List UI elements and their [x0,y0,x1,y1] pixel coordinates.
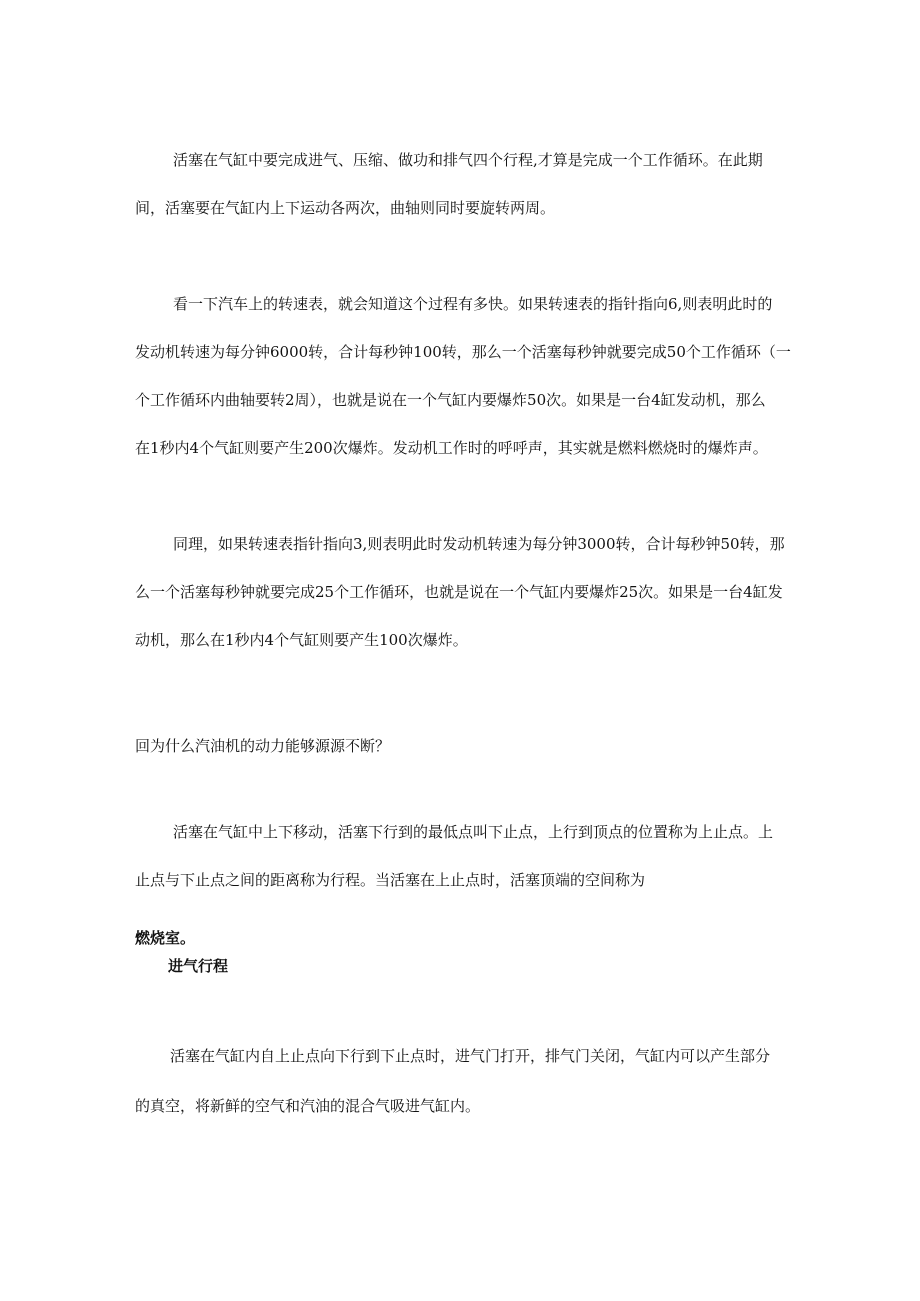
text-line: 个工作循环内曲轴要转2周），也就是说在一个气缸内要爆炸50次。如果是一台4缸发动机，那么 [135,391,766,409]
text-line: 活塞在气缸内自上止点向下行到下止点时，进气门打开，排气门关闭，气缸内可以产生部分 [170,1047,771,1065]
text-line: 间，活塞要在气缸内上下运动各两次，曲轴则同时要旋转两周。 [135,199,556,217]
text-line: 动机，那么在1秒内4个气缸则要产生100次爆炸。 [135,631,468,649]
text-line: 的真空，将新鲜的空气和汽油的混合气吸进气缸内。 [135,1097,481,1115]
text-line: 同理，如果转速表指针指向3,则表明此时发动机转速为每分钟3000转，合计每秒钟50转，那 [173,535,785,553]
text-line: 发动机转速为每分钟6000转，合计每秒钟100转，那么一个活塞每秒钟就要完成50个工作循环（一 [135,343,791,361]
text-line: 在1秒内4个气缸则要产生200次爆炸。发动机工作时的呼呼声，其实就是燃料燃烧时的爆炸声。 [135,439,768,457]
section-heading: 进气行程 [168,957,229,975]
text-line: 么一个活塞每秒钟就要完成25个工作循环，也就是说在一个气缸内要爆炸25次。如果是一台4缸发 [135,583,783,601]
text-line: 活塞在气缸中上下移动，活塞下行到的最低点叫下止点，上行到顶点的位置称为上止点。上 [173,823,774,841]
term-combustion-chamber: 燃烧室。 [135,929,196,947]
text-line: 活塞在气缸中要完成进气、压缩、做功和排气四个行程,才算是完成一个工作循环。在此期 [173,151,763,169]
question-line: 回为什么汽油机的动力能够源源不断？ [135,737,391,755]
text-line: 止点与下止点之间的距离称为行程。当活塞在上止点时，活塞顶端的空间称为 [135,871,646,889]
text-line: 看一下汽车上的转速表，就会知道这个过程有多快。如果转速表的指针指向6,则表明此时的 [173,295,773,313]
